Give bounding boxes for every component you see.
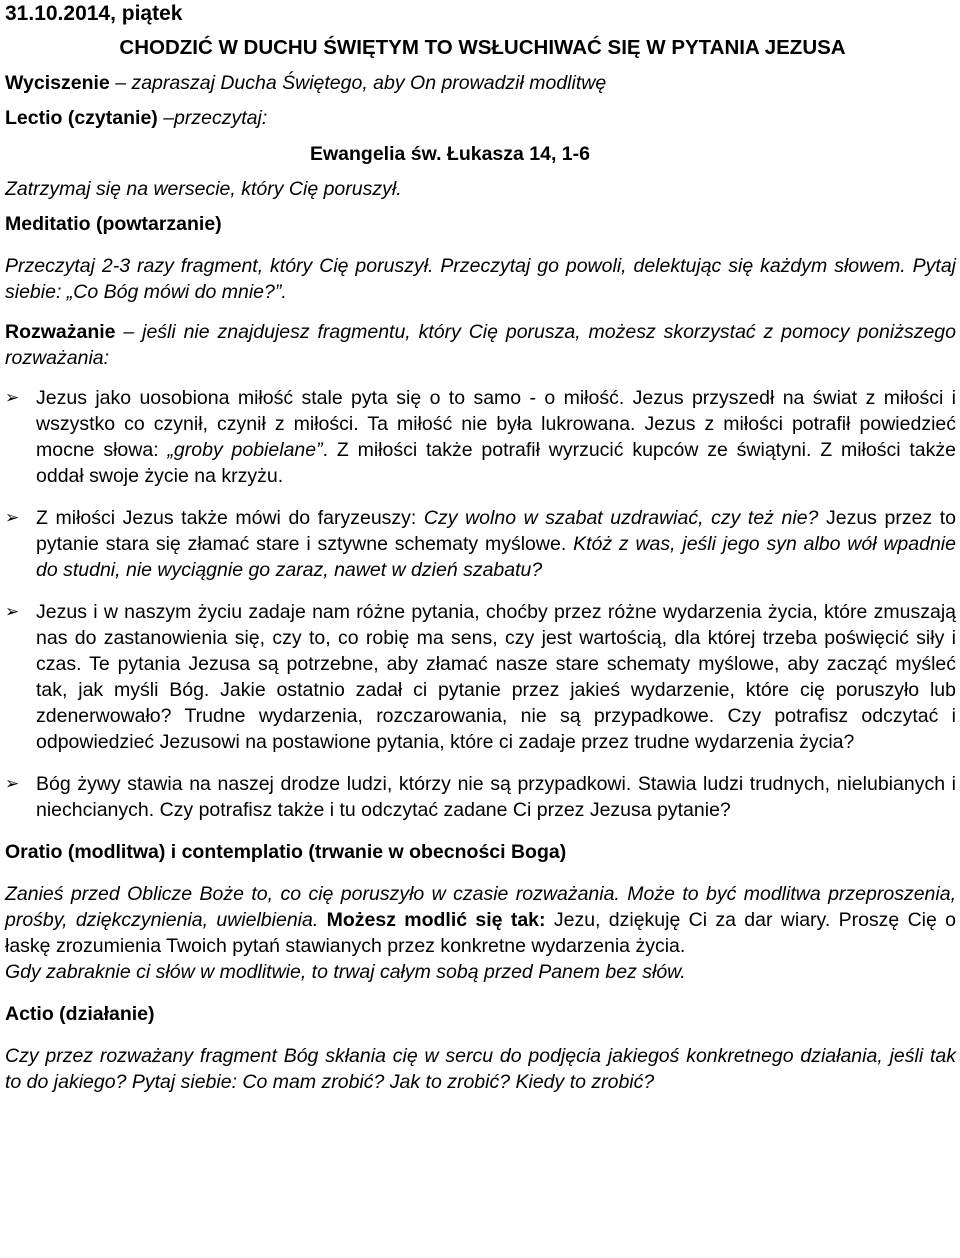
bullet-text: Z miłości Jezus także mówi do faryzeuszy: xyxy=(36,507,424,529)
bullet-text: „groby pobielane” xyxy=(167,439,323,461)
gospel-reference: Ewangelia św. Łukasza 14, 1-6 xyxy=(310,143,590,165)
bullet-text: Czy wolno w szabat uzdrawiać, czy też nie? xyxy=(423,507,819,529)
bullet-item xyxy=(5,599,960,755)
oratio-bold-text: Możesz modlić się tak: xyxy=(318,909,546,931)
bullet-text: . Z miłości także potrafił wyrzucić kupców ze świątyni. Z miłości także oddał swoje życie na krzyżu. xyxy=(36,439,956,487)
meditatio-label: Meditatio (powtarzanie) xyxy=(5,213,222,235)
bullet-text: Bóg żywy stawia na naszej drodze ludzi, którzy nie są przypadkowi. Stawia ludzi trudnych, nielubianych i niechcianych. Czy potrafisz także i tu odczytać zadane Ci przez Jezusa pytanie? xyxy=(36,773,956,821)
actio-label: Actio (działanie) xyxy=(5,1003,155,1025)
rozwazanie-paragraph xyxy=(5,319,960,371)
lectio-text: –przeczytaj: xyxy=(163,107,268,129)
bullet-text: Jezus jako uosobiona miłość stale pyta się o to samo - o miłość. Jezus przyszedł na świat z miłości i wszystko co czynił, czynił z miłości. Ta miłość nie była lukrowana. Jezus z miłości potrafił powiedzieć mocne słowa: xyxy=(36,387,956,461)
lectio-line xyxy=(5,105,960,131)
actio-text: Czy przez rozważany fragment Bóg skłania cię w sercu do podjęcia jakiegoś konkretnego działania, jeśli tak to do jakiego? Pytaj siebie: Co mam zrobić? Jak to zrobić? Kiedy to zrobić? xyxy=(5,1045,956,1093)
bullet-item xyxy=(5,505,960,583)
oratio-closing: Gdy zabraknie ci słów w modlitwie, to trwaj całym sobą przed Panem bez słów. xyxy=(5,961,686,983)
wyciszenie-line xyxy=(5,70,960,96)
oratio-paragraph xyxy=(5,881,960,959)
wyciszenie-label: Wyciszenie xyxy=(5,72,110,94)
bullet-text: Któż z was, jeśli jego syn albo wół wpadnie do studni, nie wyciągnie go zaraz, nawet w dzień szabatu? xyxy=(36,533,956,581)
bullet-item xyxy=(5,385,960,489)
bullet-arrow-icon: ➢ xyxy=(5,508,20,527)
bullet-arrow-icon: ➢ xyxy=(5,602,20,621)
rozwazanie-text: – jeśli nie znajdujesz fragmentu, który Cię porusza, możesz skorzystać z pomocy poniższego rozważania: xyxy=(5,321,956,369)
oratio-prayer-text: Jezu, dziękuję Ci za dar wiary. Proszę Cię o łaskę zrozumienia Twoich pytań stawianych przez konkretne wydarzenia życia. xyxy=(5,909,957,957)
stop-note: Zatrzymaj się na wersecie, który Cię poruszył. xyxy=(5,178,402,200)
bullet-arrow-icon: ➢ xyxy=(5,774,20,793)
bullet-arrow-icon: ➢ xyxy=(5,388,20,407)
wyciszenie-text: – zapraszaj Ducha Świętego, aby On prowadził modlitwę xyxy=(109,72,607,94)
document-title: CHODZIĆ W DUCHU ŚWIĘTYM TO WSŁUCHIWAĆ SIĘ W PYTANIA JEZUSA xyxy=(119,36,846,59)
document-date: 31.10.2014, piątek xyxy=(5,2,183,25)
oratio-italic-text: Zanieś przed Oblicze Boże to, co cię poruszyło w czasie rozważania. Może to być modlitwa przeproszenia, prośby, dziękczynienia, uwielbienia. xyxy=(5,883,956,931)
bullet-item xyxy=(5,771,960,823)
rozwazanie-label: Rozważanie xyxy=(5,321,116,343)
bullet-text: Jezus i w naszym życiu zadaje nam różne pytania, choćby przez różne wydarzenia życia, które zmuszają nas do zastanowienia się, czy to, co robię ma sens, czy jest wartością, dla której trzeba poświęcić siły i czas. Te pytania Jezusa są potrzebne, aby złamać nasze stare schematy myślowe, aby zacząć myśleć tak, jak myśli Bóg. Jakie ostatnio zadał ci pytanie przez jakieś wydarzenie, które cię poruszyło lub zdenerwowało? Trudne wydarzenia, rozczarowania, nie są przypadkowe. Czy potrafisz odczytać i odpowiedzieć Jezusowi na postawione pytania, które ci zadaje przez trudne wydarzenia życia? xyxy=(36,601,956,753)
oratio-label: Oratio (modlitwa) i contemplatio (trwanie w obecności Boga) xyxy=(5,841,567,863)
meditatio-text: Przeczytaj 2-3 razy fragment, który Cię poruszył. Przeczytaj go powoli, delektując się każdym słowem. Pytaj siebie: „Co Bóg mówi do mnie?”. xyxy=(5,255,956,303)
bullet-text: Jezus przez to pytanie stara się złamać stare i sztywne schematy myślowe. xyxy=(36,507,957,555)
lectio-label: Lectio (czytanie) xyxy=(5,107,164,129)
reflection-bullet-list xyxy=(5,385,960,823)
